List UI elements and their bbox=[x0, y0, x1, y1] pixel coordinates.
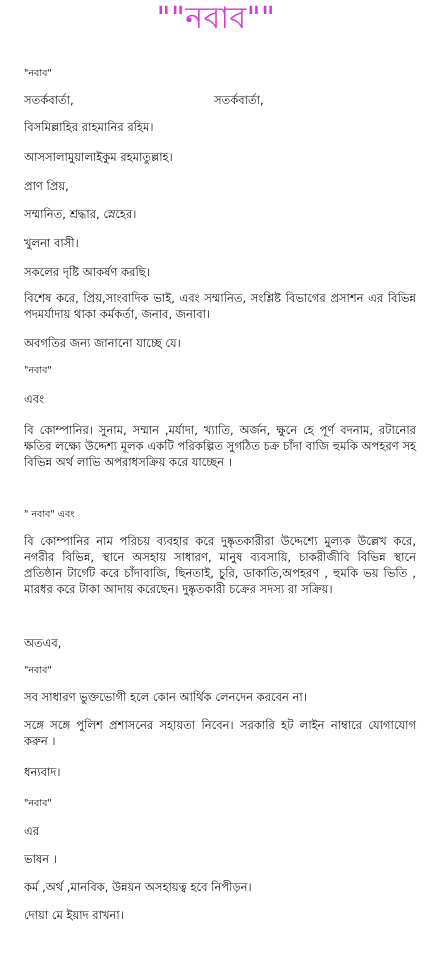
company-name-paragraph: বি কোম্পানির নাম পরিচয় ব্যবহার করে দুষ্কৃতকারীরা উদ্দেশ্যে মুল্যক উল্লেখ করে, নগরীর বিভিন্ন, স্থানে অসহায় সাধারণ, মানুষ ব্যবসায়ি, চাকরীজীবি বিভিন্ন স্থানে প্রতিষ্ঠান টার্গেট করে চাঁদাবাজি, ছিনতাই, চুরি, ডাকাতি,অপহরণ , হুমকি ভয় ভিতি , মারধর করে টাকা আদায় করেছেন। দুষ্কৃতকারী চক্রের সদস্য রা সক্রিয়। bbox=[24, 534, 416, 596]
nabab-label-2: "নবাব" bbox=[24, 365, 52, 376]
nabab-label-4: "নবাব" bbox=[24, 798, 52, 809]
nabab-label-3: "নবাব" bbox=[24, 665, 52, 676]
er-line: এর bbox=[24, 824, 40, 838]
therefore-line: অতএব, bbox=[24, 636, 62, 650]
ebong-line: এবং bbox=[24, 392, 45, 406]
warning-right: সতর্কবার্তা, bbox=[214, 93, 264, 107]
company-paragraph: বি কোম্পানির। সুনাম, সম্মান ,মর্যাদা, খ্যাতি, অর্জন, ক্ষুনে হে পূর্ণ বদনাম, রটানোর ক্ষতির লক্ষ্যে উদ্দেশ্য মূলক একটি পরিকল্পিত সুগঠিত চক্র চাঁদা বাজি হুমকি অপহরণ সহ বিভিন্ন অর্থ লাভি অপরাধসক্রিয় করে যাচ্ছেন । bbox=[24, 423, 416, 469]
nabab-label-1: "নবাব" bbox=[24, 68, 52, 79]
karma-line: কর্ম ,অর্থ ,মানবিক, উন্নয়ন অসহায়ত্ব হবে নিপীড়ন। bbox=[24, 880, 252, 894]
warning-left: সতর্কবার্তা, bbox=[24, 93, 74, 107]
bismillah-line: বিসমিল্লাহির রাহমানির রহিম। bbox=[24, 120, 154, 134]
salam-line: আসসালামুয়ালাইকুম রহমাতুল্লাহ। bbox=[24, 150, 173, 164]
especially-paragraph: বিশেষ করে, প্রিয়,সাংবাদিক ভাই, এবং সম্মানিত, সংশ্লিষ্ট বিভাগের প্রসাশন এর বিভিন্ন পদমর্যাদায় থাকা কর্মকর্তা, জনাব, জনাবা। bbox=[24, 291, 416, 321]
attention-line: সকলের দৃষ্টি আকর্ষণ করছি। bbox=[24, 265, 150, 279]
police-paragraph: সঙ্গে সঙ্গে পুলিশ প্রশাসনের সহায়তা নিবেন। সরকারি হট লাইন নাম্বারে যোগাযোগ করুন । bbox=[24, 718, 416, 748]
pran-priyo-line: প্রাণ প্রিয়, bbox=[24, 179, 69, 193]
thanks-line: ধন্যবাদ। bbox=[24, 765, 61, 779]
inform-line: অবগতির জন্য জানানো যাচ্ছে যে। bbox=[24, 336, 181, 350]
sammanito-line: সম্মানিত, শ্রদ্ধার, স্নেহের। bbox=[24, 207, 137, 221]
khulna-line: খুলনা বাসী। bbox=[24, 236, 79, 250]
document-title: ""নবাব"" bbox=[156, 1, 276, 36]
no-transactions-line: সব সাধারণ ভুক্তভোগী হলে কোন আর্থিক লেনদেন করবেন না। bbox=[24, 690, 307, 704]
bhashon-line: ভাষন । bbox=[24, 852, 57, 866]
doya-line: দোয়া মে ইয়াদ রাখনা। bbox=[24, 908, 124, 922]
nabab-ebong-line: " নবাব" এবং bbox=[24, 509, 75, 520]
